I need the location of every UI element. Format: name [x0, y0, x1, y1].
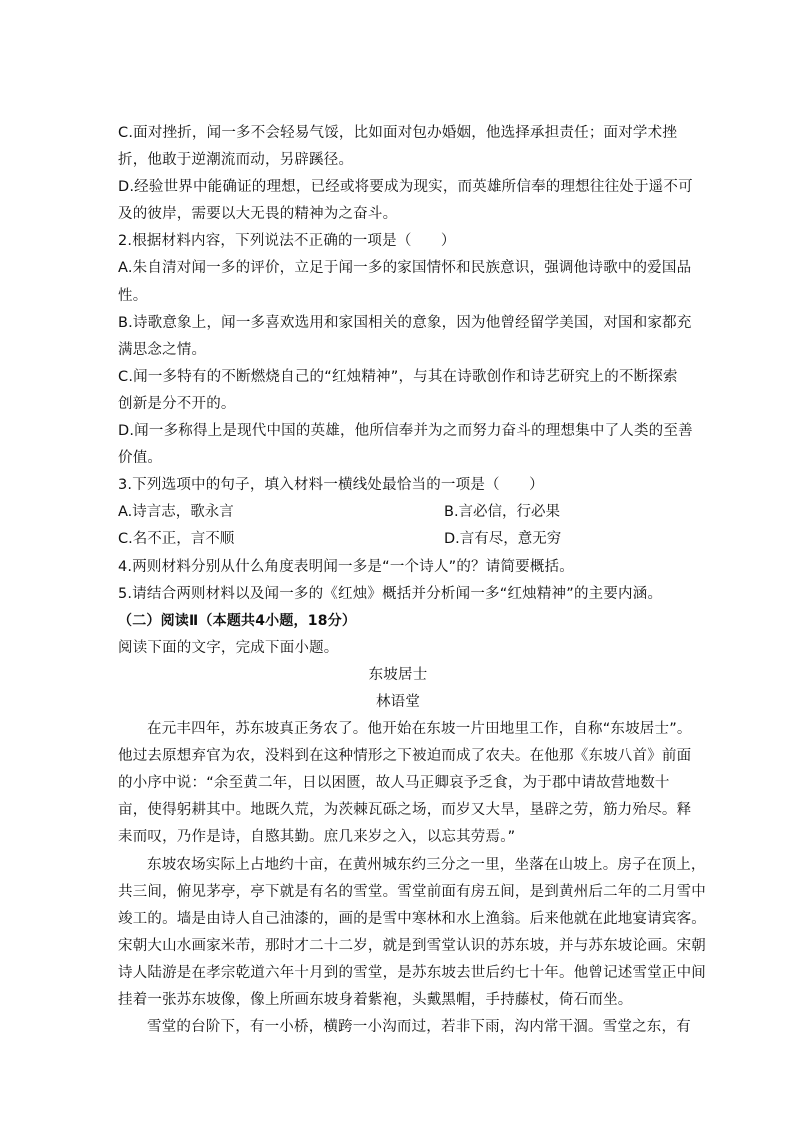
passage-p1-line: 耒而叹，乃作是诗，自愍其勤。庶几来岁之入，以忘其劳焉。” [118, 829, 516, 846]
q2-option-a-line1: A.朱自清对闻一多的评价，立足于闻一多的家国情怀和民族意识，强调他诗歌中的爱国品 [118, 260, 692, 277]
q3-option-a: A.诗言志，歌永言 [118, 504, 234, 521]
passage-p2-line: 诗人陆游是在孝宗乾道六年十月到的雪堂，是苏东坡去世后约七十年。他曾记述雪堂正中间 [118, 964, 706, 981]
section-instruction: 阅读下面的文字，完成下面小题。 [118, 639, 339, 656]
q2-option-b-line1: B.诗歌意象上，闻一多喜欢选用和家国相关的意象，因为他曾经留学美国，对国和家都充 [118, 314, 692, 331]
q2-option-d-line1: D.闻一多称得上是现代中国的英雄，他所信奉并为之而努力奋斗的理想集中了人类的至善 [118, 423, 693, 440]
q1-option-d-line2: 及的彼岸，需要以大无畏的精神为之奋斗。 [118, 206, 398, 223]
q2-stem: 2.根据材料内容，下列说法不正确的一项是（ ） [118, 233, 456, 250]
passage-p1-line: 他过去原想弃官为农，没料到在这种情形之下被迫而成了农夫。在他那《东坡八首》前面 [118, 748, 692, 765]
q2-option-c-line1: C.闻一多特有的不断燃烧自己的“红烛精神”，与其在诗歌创作和诗艺研究上的不断探索 [118, 368, 678, 385]
passage-p2-line: 宋朝大山水画家米芾，那时才二十二岁，就是到雪堂认识的苏东坡，并与苏东坡论画。宋朝 [118, 937, 706, 954]
passage-p1-line: 的小序中说：“余至黄二年，日以困匮，故人马正卿哀予乏食，为于郡中请故营地数十 [118, 775, 670, 792]
q3-option-b: B.言必信，行必果 [444, 504, 561, 521]
passage-title: 东坡居士 [368, 666, 428, 683]
q5-stem: 5.请结合两则材料以及闻一多的《红烛》概括并分析闻一多“红烛精神”的主要内涵。 [118, 585, 663, 602]
q3-options-row-1 [118, 499, 678, 526]
exam-page [118, 120, 706, 1041]
passage-p1-line: 在元丰四年，苏东坡真正务农了。他开始在东坡一片田地里工作，自称“东坡居士”。 [147, 721, 692, 738]
q3-stem: 3.下列选项中的句子，填入材料一横线处最恰当的一项是（ ） [118, 477, 544, 494]
passage-p2-line: 竣工的。墙是由诗人自己油漆的，画的是雪中寒林和水上渔翁。后来他就在此地宴请宾客。 [118, 910, 706, 927]
q1-option-c-line1: C.面对挫折，闻一多不会轻易气馁，比如面对包办婚姻，他选择承担责任；面对学术挫 [118, 125, 678, 141]
q3-option-c: C.名不正，言不顺 [118, 531, 235, 548]
q2-option-d-line2: 价值。 [118, 450, 163, 467]
q3-options-row-2 [118, 526, 678, 553]
q1-option-c-line2: 折，他敢于逆潮流而动，另辟蹊径。 [118, 152, 354, 169]
passage-p3-line: 雪堂的台阶下，有一小桥，横跨一小沟而过，若非下雨，沟内常干涸。雪堂之东，有 [147, 1019, 691, 1036]
passage-p1-line: 亩，使得躬耕其中。地既久荒，为茨棘瓦砾之场，而岁又大旱，垦辟之劳，筋力殆尽。释 [118, 802, 692, 819]
q2-option-a-line2: 性。 [118, 287, 148, 304]
q4-stem: 4.两则材料分别从什么角度表明闻一多是“一个诗人”的？请简要概括。 [118, 558, 574, 575]
passage-author: 林语堂 [375, 693, 421, 710]
q2-option-c-line2: 创新是分不开的。 [118, 395, 236, 412]
passage-p2-line: 东坡农场实际上占地约十亩，在黄州城东约三分之一里，坐落在山坡上。房子在顶上， [147, 856, 706, 873]
section-heading: （二）阅读Ⅱ（本题共4小题，18分） [118, 612, 357, 629]
q1-option-d-line1: D.经验世界中能确证的理想，已经或将要成为现实，而英雄所信奉的理想往往处于遥不可 [118, 179, 693, 196]
passage-p2-line: 共三间，俯见茅亭，亭下就是有名的雪堂。雪堂前面有房五间，是到黄州后二年的二月雪中 [118, 883, 706, 900]
passage-p2-line: 挂着一张苏东坡像，像上所画东坡身着紫袍，头戴黑帽，手持藤杖，倚石而坐。 [118, 992, 633, 1008]
q3-option-d: D.言有尽，意无穷 [444, 531, 562, 548]
q2-option-b-line2: 满思念之情。 [118, 341, 207, 358]
